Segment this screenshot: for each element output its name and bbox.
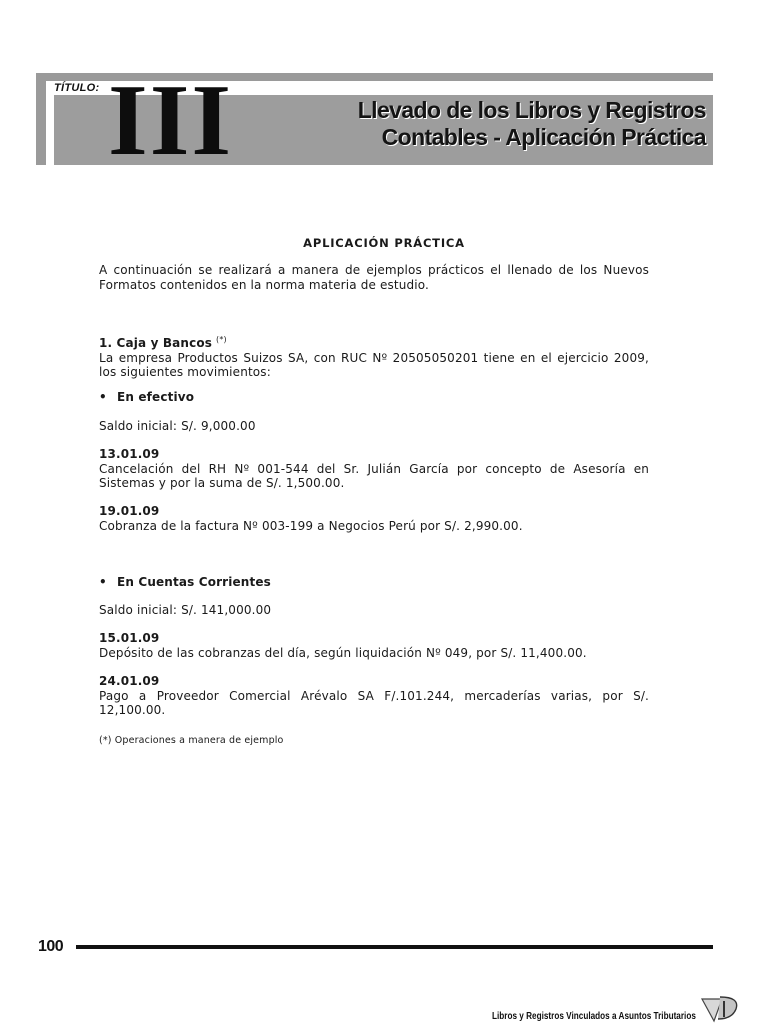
efectivo-title: En efectivo: [117, 390, 195, 404]
cuentas-title: En Cuentas Corrientes: [117, 575, 271, 589]
chapter-title-line1: Llevado de los Libros y Registros: [357, 97, 706, 123]
chapter-title-line2: Contables - Aplicación Práctica: [381, 124, 706, 150]
cuentas-entry: [99, 631, 649, 660]
efectivo-heading: [99, 390, 649, 405]
item1-heading: [99, 333, 649, 351]
page-number: 100: [38, 938, 64, 955]
entry-date: 24.01.09: [99, 674, 160, 688]
item1-heading-text: 1. Caja y Bancos: [99, 336, 213, 350]
cuentas-heading: [99, 575, 649, 590]
bullet-icon: •: [99, 575, 107, 589]
header-left-bar: [36, 73, 46, 165]
item1-block: [99, 333, 649, 380]
titulo-label: TÍTULO:: [54, 82, 100, 94]
efectivo-saldo: Saldo inicial: S/. 9,000.00: [99, 419, 256, 433]
efectivo-entry: [99, 504, 649, 533]
efectivo-entry: [99, 447, 649, 491]
cuentas-entry: [99, 674, 649, 718]
intro-paragraph: A continuación se realizará a manera de ejemplos prácticos el llenado de los Nuevos Formatos contenidos en la norma materia de estudio.: [99, 263, 649, 292]
entry-date: 13.01.09: [99, 447, 160, 461]
footer-book-title: Libros y Registros Vinculados a Asuntos Tributarios: [492, 1010, 696, 1022]
entry-date: 19.01.09: [99, 504, 160, 518]
item1-heading-mark: (*): [216, 335, 227, 344]
footer-rule: [76, 945, 713, 949]
entry-text: Cancelación del RH Nº 001-544 del Sr. Julián García por concepto de Asesoría en Sistemas y por la suma de S/. 1,500.00.: [99, 461, 649, 490]
cuentas-saldo: Saldo inicial: S/. 141,000.00: [99, 603, 272, 617]
entry-text: Cobranza de la factura Nº 003-199 a Negocios Perú por S/. 2,990.00.: [99, 518, 523, 533]
chapter-title: [358, 97, 706, 151]
section-title: APLICACIÓN PRÁCTICA: [303, 236, 465, 250]
publisher-logo-icon: [700, 993, 744, 1024]
bullet-icon: •: [99, 390, 107, 404]
item1-text: La empresa Productos Suizos SA, con RUC Nº 20505050201 tiene en el ejercicio 2009, los siguientes movimientos:: [99, 350, 649, 379]
entry-text: Depósito de las cobranzas del día, según liquidación Nº 049, por S/. 11,400.00.: [99, 645, 587, 660]
entry-text: Pago a Proveedor Comercial Arévalo SA F/.101.244, mercaderías varias, por S/. 12,100.00.: [99, 688, 649, 717]
entry-date: 15.01.09: [99, 631, 160, 645]
footnote: (*) Operaciones a manera de ejemplo: [99, 735, 284, 746]
chapter-numeral: III: [108, 64, 234, 177]
